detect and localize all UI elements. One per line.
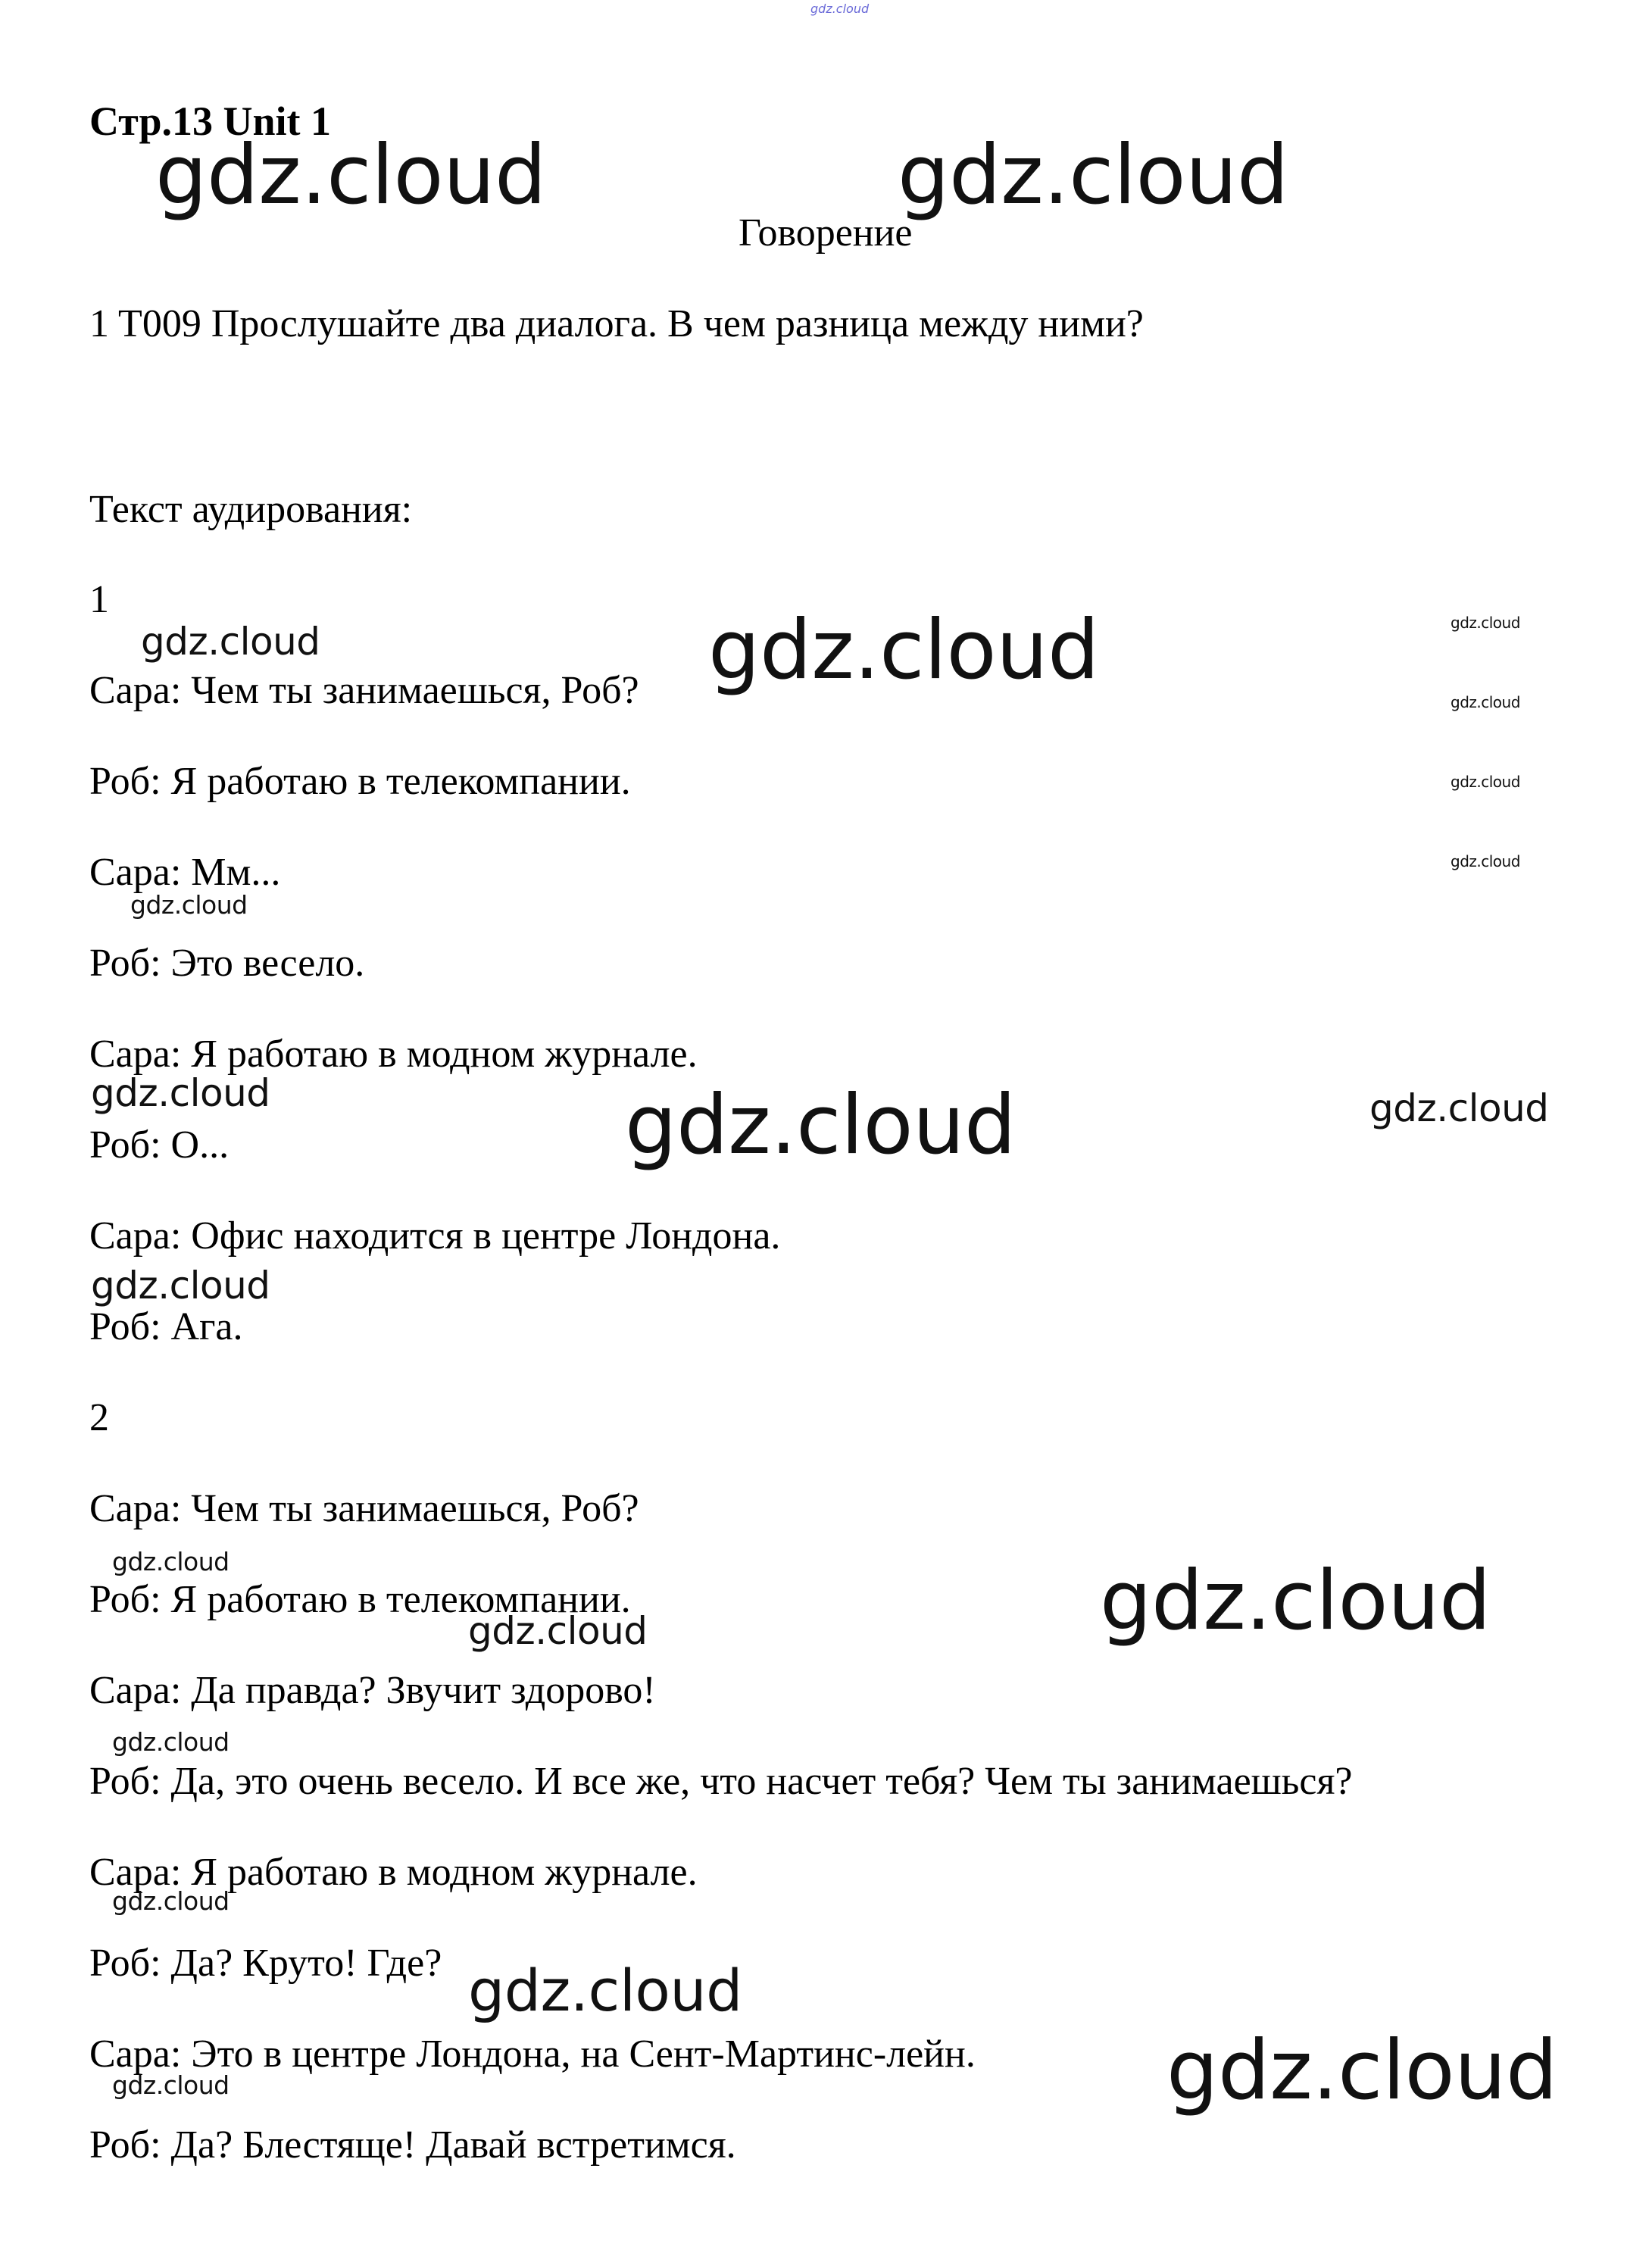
watermark: gdz.cloud (112, 1547, 230, 1576)
watermark: gdz.cloud (1166, 2023, 1558, 2118)
watermark: gdz.cloud (468, 1609, 648, 1653)
dialogue-1-line: Сара: Чем ты занимаешься, Роб? (89, 669, 639, 712)
dialogue-1-line: Роб: Это весело. (89, 942, 365, 985)
dialogue-2-line: Сара: Я работаю в модном журнале. (89, 1851, 698, 1894)
watermark: gdz.cloud (708, 603, 1100, 698)
dialogue-2-line: Сара: Да правда? Звучит здорово! (89, 1669, 656, 1712)
watermark: gdz.cloud (112, 2070, 230, 2100)
watermark: gdz.cloud (130, 890, 248, 920)
transcript-label: Текст аудирования: (89, 488, 413, 531)
watermark-top: gdz.cloud (810, 2, 870, 16)
watermark: gdz.cloud (898, 128, 1289, 223)
watermark: gdz.cloud (1451, 614, 1520, 632)
watermark: gdz.cloud (468, 1957, 742, 2024)
watermark: gdz.cloud (1100, 1554, 1491, 1648)
dialogue-2-number: 2 (89, 1396, 109, 1439)
watermark: gdz.cloud (625, 1078, 1016, 1173)
dialogue-2-line: Роб: Да? Круто! Где? (89, 1942, 442, 1985)
watermark: gdz.cloud (1451, 693, 1520, 711)
dialogue-1-line: Роб: Я работаю в телекомпании. (89, 760, 631, 803)
watermark: gdz.cloud (141, 620, 320, 664)
watermark: gdz.cloud (112, 1727, 230, 1757)
dialogue-2-line: Роб: Да? Блестяще! Давай встретимся. (89, 2123, 736, 2167)
dialogue-2-line: Сара: Это в центре Лондона, на Сент-Мартинс-лейн. (89, 2032, 976, 2076)
section-title: Говорение (739, 211, 913, 255)
dialogue-2-line: Сара: Чем ты занимаешься, Роб? (89, 1487, 639, 1530)
dialogue-1-line: Роб: Ага. (89, 1305, 243, 1348)
dialogue-1-line: Сара: Мм... (89, 851, 281, 894)
dialogue-1-line: Роб: О... (89, 1123, 230, 1167)
task-instruction: 1 T009 Прослушайте два диалога. В чем разница между ними? (89, 302, 1144, 345)
page-reference: Стр.13 Unit 1 (89, 98, 332, 144)
dialogue-1-line: Сара: Я работаю в модном журнале. (89, 1033, 698, 1076)
dialogue-2-line: Роб: Я работаю в телекомпании. (89, 1578, 631, 1621)
dialogue-1-number: 1 (89, 578, 109, 621)
dialogue-1-line: Сара: Офис находится в центре Лондона. (89, 1214, 781, 1258)
watermark: gdz.cloud (1369, 1086, 1549, 1130)
dialogue-2-line: Роб: Да, это очень весело. И все же, что насчет тебя? Чем ты занимаешься? (89, 1760, 1353, 1803)
watermark: gdz.cloud (1451, 852, 1520, 870)
watermark: gdz.cloud (155, 128, 547, 223)
watermark: gdz.cloud (1451, 773, 1520, 791)
watermark: gdz.cloud (112, 1886, 230, 1916)
watermark: gdz.cloud (91, 1071, 270, 1115)
watermark: gdz.cloud (91, 1264, 270, 1308)
